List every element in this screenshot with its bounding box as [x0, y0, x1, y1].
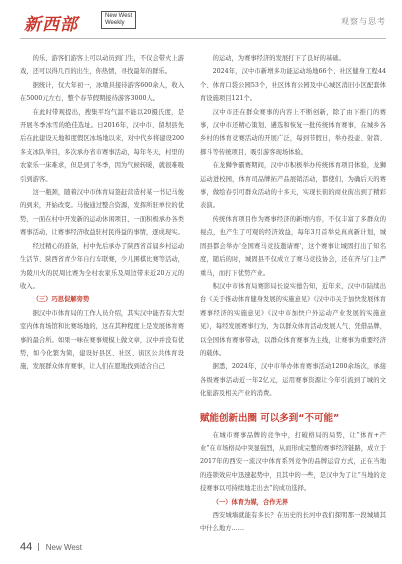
paragraph: 经过精心的准备，村中先后承办了陕西省首届乡村运动生活节、陕西省青少年自行车联赛，少儿围棋比赛等活动，为陵川火的民周比赛为全村农家乐及周边带来近20万元的收入。	[20, 242, 184, 290]
left-column	[20, 52, 184, 374]
section-title: 观察与思考	[341, 17, 386, 26]
paragraph: 在此时带观提出，搜集平均气温不能以20摄氏度，是开展冬季冰雪的绝佳选址。日2016年，汉中市、留坝县先后在此建设天地和度假区冰场地以来，对中代乡将建设200多支冰队举目，多次承办省市赛事活动，每年冬天，村里的农家乐一床难求，但是到了冬季，因为气候转暖，就很难吸引到游客。	[20, 108, 184, 183]
paragraph: 这一瓶颈，随着汉中市体育局签赶营造村某一书记马俊的到来，开始改变。马俊通过整合资源，发挥所驻单位的优势，一面在村中开发新的运动休闲项目，一面积极承办各类赛事活动，让赛事经济收益驻村民得益的事情，逐成现实。	[20, 189, 184, 237]
magazine-logo-sub	[101, 11, 136, 29]
section-heading: 赋能创新出圈 可以多到“不可能”	[200, 412, 340, 424]
footer-divider	[38, 543, 39, 551]
logo-sub-line1: New West	[105, 13, 133, 19]
paragraph: 的乐，游客们游客上可以动员到门生，不仅会带火上游戏，还可以得几百的出生，你热情，寻找最年的群乐。	[20, 55, 184, 76]
footer-magazine-name: New West	[45, 543, 83, 552]
paragraph: 据汉中市体育局的工作人员介绍，其实汉中能否有大型室内体育场馆和比赛场地的，这在其种程度上是发展体育赛事的最合所。如果一味在赛事规模上做文章，汉中并没有优势，如今化繁为简，建设好县区、社区、街区公共体育设施，发展群众体育赛事，让人们在愿地找到适合自己	[20, 309, 184, 371]
logo-sub-line2: Weekly	[105, 20, 125, 26]
paragraph: 据统计，仅大年初一，冰墩具接待游客600余人，收入在5000元左右，整个春节假期接待游客3000人。	[20, 81, 184, 103]
subheading: （三）巧思促解旁势	[32, 296, 90, 304]
page-header	[0, 0, 402, 46]
header-divider	[20, 38, 386, 39]
page-number: 44	[20, 541, 33, 553]
paragraph: 西安城墙就能有多长？在历史的长河中我们探明那一段城墙其中什么地方……	[200, 512, 386, 533]
paragraph: 传统体育项目作为赛事经济的新增内容，不仅丰富了多群众的视点，也产生了可观的经济效益，每年3月首举兑真真新计划，城固县都会举办'全国赛马竞技邀请赛'，这个赛事让城固打出了知名度，随后的时，城固县不仅成立了赛马竞技协会，还在齐与门主严重马，而打下优势产业。	[200, 215, 386, 277]
paragraph: 在城市赛事品牌的竞争中，打破格局的局势，让“体育+产业”在市场格局中突显强烈，从而形成完整的赛事经济链路，成立于2017年的西安一流汉中体育系列竞争的品牌运营方式，正在当地的连锁效应中迅速起势中，且其中的一些，是汉中为了让“当地的竞技赛事以可持续地走出去”的成功选择。	[200, 431, 386, 493]
paragraph: 积汉中市体育局赛影局长说实德告知，近年来，汉中市陆续出台《关于推动体育健身发展的实施意见》《汉中市关于加快发展体育赛事经济的实施意见》《汉中市加快户外运动产业发展的实施意见》，每经发展赛事行为，为以群众体育活动发展人气、凭借品牌，以全国体育赛事带动，以群众体育赛事为主线，让赛事为重要经济的载体。	[200, 282, 386, 357]
paragraph: 在龙狮争霸赛期间，汉中市积极举办传统体育项目体验，龙狮运动进校园，体育司品牌拓产品展销活动，都使们，为确后天的赛事，做绘春引可群众活动的十多天，实现长街的商业街出到了精彩表演。	[200, 162, 386, 210]
magazine-logo: 新西部	[24, 15, 78, 35]
paragraph: 汉中市还在群众赛事的内容上不断创新，除了由下推门的赛事，汉中市还精心策划、遴选和恢复一批传统体育赛事，在城乡各乡村的体育竞赛活动的开展广泛，每到节假日，举办投壶、射箭、掷斗等传统项目，吸引游客现场体验。	[200, 108, 386, 156]
paragraph: 的运动，为赛事经济的发展打下了良好的基础。	[212, 55, 345, 62]
paragraph: 2024年，汉中市新增多功能运动场地66个、社区健身工程44个、体育口袋公园53个，社区体育公园及中心城区消旧小区配套体育设施项目121个。	[200, 68, 386, 103]
subheading: （一）体育为媒，合作无界	[212, 498, 289, 506]
right-column	[200, 52, 386, 536]
page-footer	[20, 541, 82, 553]
paragraph: 据悉，2024年，汉中市举办体育赛事活动1200余场次，承接各级赛事活动近一年2亿元，运用赛事资源让今年引流到了城的文化旅游及相关产业的消费。	[200, 363, 386, 398]
